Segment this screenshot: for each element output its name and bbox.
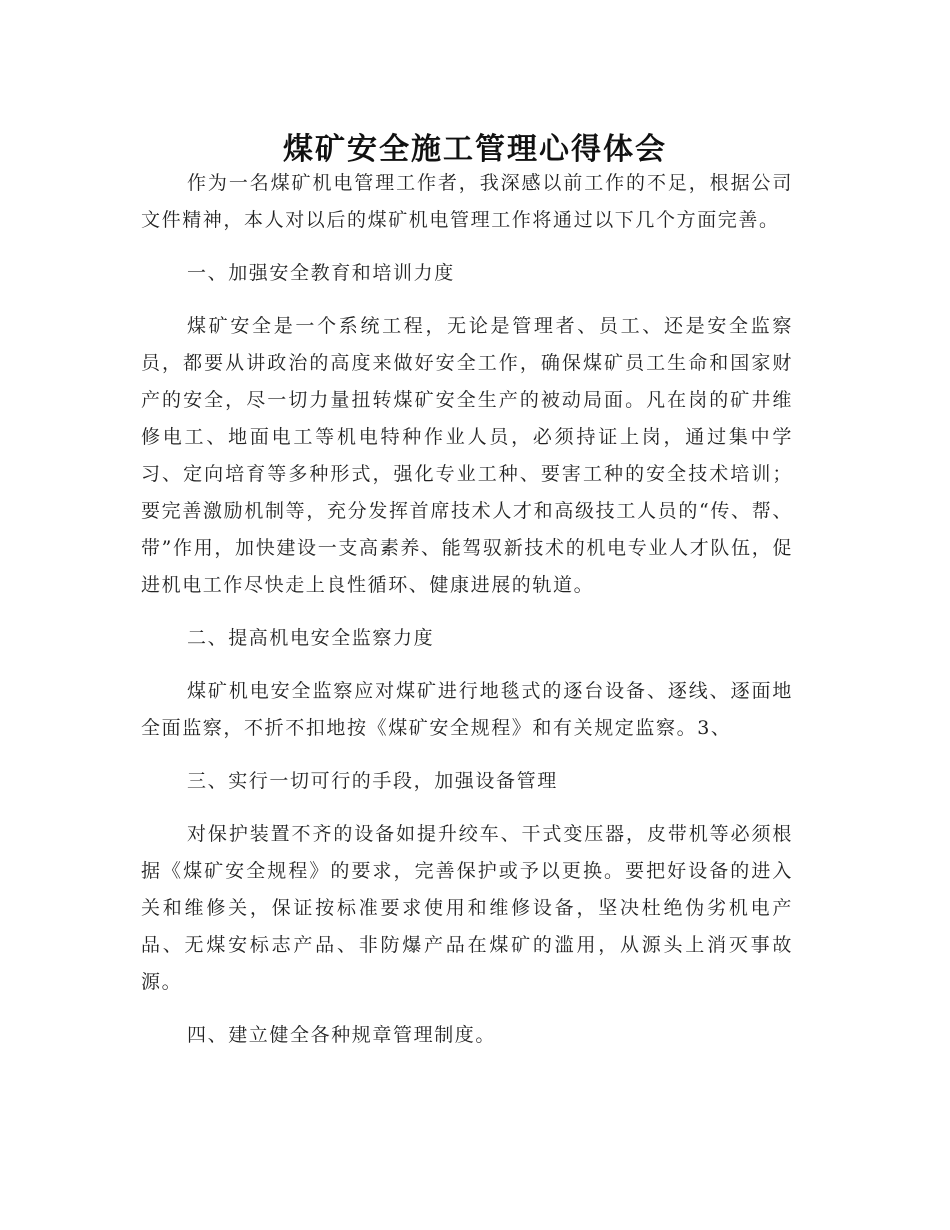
document-title: 煤矿安全施工管理心得体会	[283, 132, 667, 168]
section-4-heading: 四、建立健全各种规章管理制度。	[187, 1024, 497, 1046]
section-3-paragraph: 对保护装置不齐的设备如提升绞车、干式变压器，皮带机等必须根据《煤矿安全规程》的要求，完善保护或予以更换。要把好设备的进入关和维修关，保证按标准要求使用和维修设备，坚决杜绝伪劣机电产品、无煤安标志产品、非防爆产品在煤矿的滥用，从源头上消灭事故源。	[141, 823, 793, 993]
document-body	[141, 165, 793, 1070]
section-2-paragraph: 煤矿机电安全监察应对煤矿进行地毯式的逐台设备、逐线、逐面地全面监察，不折不扣地按《煤矿安全规程》和有关规定监察。3、	[141, 680, 793, 739]
section-3-heading: 三、实行一切可行的手段，加强设备管理	[187, 770, 558, 792]
section-2-heading: 二、提高机电安全监察力度	[187, 627, 435, 649]
intro-paragraph: 作为一名煤矿机电管理工作者，我深感以前工作的不足，根据公司文件精神，本人对以后的煤矿机电管理工作将通过以下几个方面完善。	[141, 172, 793, 231]
section-1-heading: 一、加强安全教育和培训力度	[187, 262, 455, 284]
section-1-paragraph: 煤矿安全是一个系统工程，无论是管理者、员工、还是安全监察员，都要从讲政治的高度来做好安全工作，确保煤矿员工生命和国家财产的安全，尽一切力量扭转煤矿安全生产的被动局面。凡在岗的矿井维修电工、地面电工等机电特种作业人员，必须持证上岗，通过集中学习、定向培育等多种形式，强化专业工种、要害工种的安全技术培训；要完善激励机制等，充分发挥首席技术人才和高级技工人员的“传、帮、带”作用，加快建设一支高素养、能驾驭新技术的机电专业人才队伍，促进机电工作尽快走上良性循环、健康进展的轨道。	[141, 315, 793, 596]
